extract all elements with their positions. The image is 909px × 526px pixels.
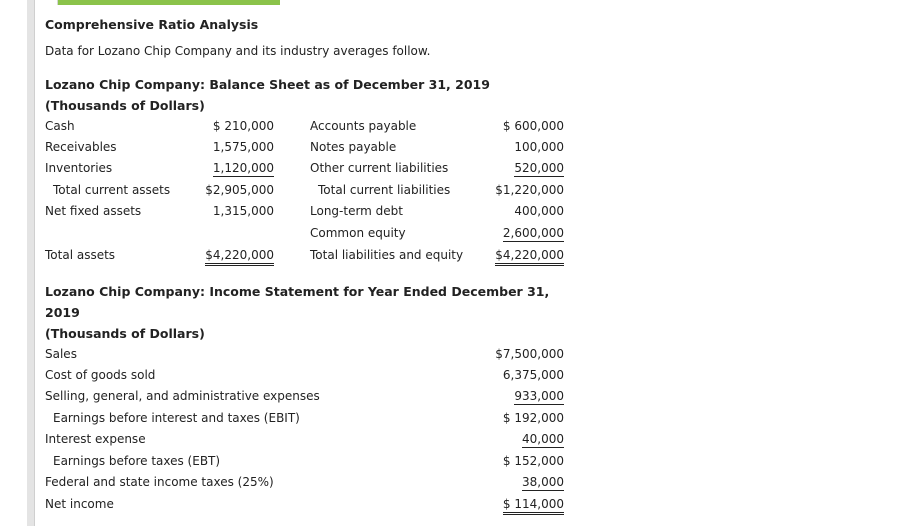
asset-label: Receivables <box>45 140 117 154</box>
income-row <box>45 475 605 493</box>
income-label: Net income <box>45 497 114 511</box>
balance-sheet-row <box>45 226 605 244</box>
liability-value: $1,220,000 <box>495 183 564 197</box>
asset-label: Net fixed assets <box>45 204 142 218</box>
income-row <box>45 432 605 450</box>
asset-value: $ 210,000 <box>212 119 274 133</box>
section-heading: Comprehensive Ratio Analysis <box>45 17 259 32</box>
liability-value: 2,600,000 <box>502 226 564 240</box>
income-row <box>45 368 605 386</box>
asset-value: 1,120,000 <box>212 161 274 175</box>
liability-value: 400,000 <box>514 204 564 218</box>
income-value: $ 192,000 <box>502 411 564 425</box>
asset-label: Cash <box>45 119 75 133</box>
income-row <box>45 389 605 407</box>
top-accent-bar <box>35 0 280 5</box>
balance-sheet-row <box>45 204 605 222</box>
left-border-line <box>34 0 35 526</box>
liability-label: Accounts payable <box>310 119 417 133</box>
income-label: Selling, general, and administrative expenses <box>45 389 320 403</box>
liability-label: Common equity <box>310 226 406 240</box>
income-label: Earnings before taxes (EBT) <box>53 454 221 468</box>
income-statement-title-year: 2019 <box>45 305 80 320</box>
income-value: 6,375,000 <box>502 368 564 382</box>
income-value: 40,000 <box>522 432 564 446</box>
income-value: $ 114,000 <box>503 497 564 515</box>
liability-value: 100,000 <box>514 140 564 154</box>
liability-value: $ 600,000 <box>502 119 564 133</box>
income-row <box>45 411 605 429</box>
liability-label: Total liabilities and equity <box>310 248 464 262</box>
income-row <box>45 347 605 365</box>
liability-label: Notes payable <box>310 140 397 154</box>
income-value: 933,000 <box>514 389 564 403</box>
income-row <box>45 497 605 515</box>
balance-sheet-row <box>45 119 605 137</box>
balance-sheet-title: Lozano Chip Company: Balance Sheet as of December 31, 2019 <box>45 77 490 92</box>
asset-label: Total assets <box>45 248 116 262</box>
balance-sheet-row <box>45 140 605 158</box>
income-value: $7,500,000 <box>495 347 564 361</box>
balance-sheet-row <box>45 161 605 179</box>
liability-value: $4,220,000 <box>495 248 564 266</box>
income-label: Earnings before interest and taxes (EBIT) <box>53 411 300 425</box>
income-statement-subtitle: (Thousands of Dollars) <box>45 326 205 341</box>
asset-label: Total current assets <box>53 183 171 197</box>
income-label: Cost of goods sold <box>45 368 156 382</box>
balance-sheet-subtitle: (Thousands of Dollars) <box>45 98 205 113</box>
liability-label: Long-term debt <box>310 204 404 218</box>
liability-label: Other current liabilities <box>310 161 449 175</box>
income-label: Federal and state income taxes (25%) <box>45 475 274 489</box>
income-value: 38,000 <box>522 475 564 489</box>
balance-sheet-row <box>45 183 605 201</box>
asset-value: $4,220,000 <box>205 248 274 266</box>
income-label: Interest expense <box>45 432 146 446</box>
asset-label: Inventories <box>45 161 113 175</box>
asset-value: $2,905,000 <box>205 183 274 197</box>
income-label: Sales <box>45 347 77 361</box>
asset-value: 1,575,000 <box>212 140 274 154</box>
liability-label: Total current liabilities <box>318 183 451 197</box>
liability-value: 520,000 <box>514 161 564 175</box>
left-border <box>27 0 34 526</box>
top-tab-notch <box>35 0 58 5</box>
income-row <box>45 454 605 472</box>
balance-sheet-row <box>45 248 605 266</box>
income-statement-title: Lozano Chip Company: Income Statement for Year Ended December 31, <box>45 284 550 299</box>
intro-text: Data for Lozano Chip Company and its industry averages follow. <box>45 44 431 58</box>
asset-value: 1,315,000 <box>212 204 274 218</box>
income-value: $ 152,000 <box>502 454 564 468</box>
